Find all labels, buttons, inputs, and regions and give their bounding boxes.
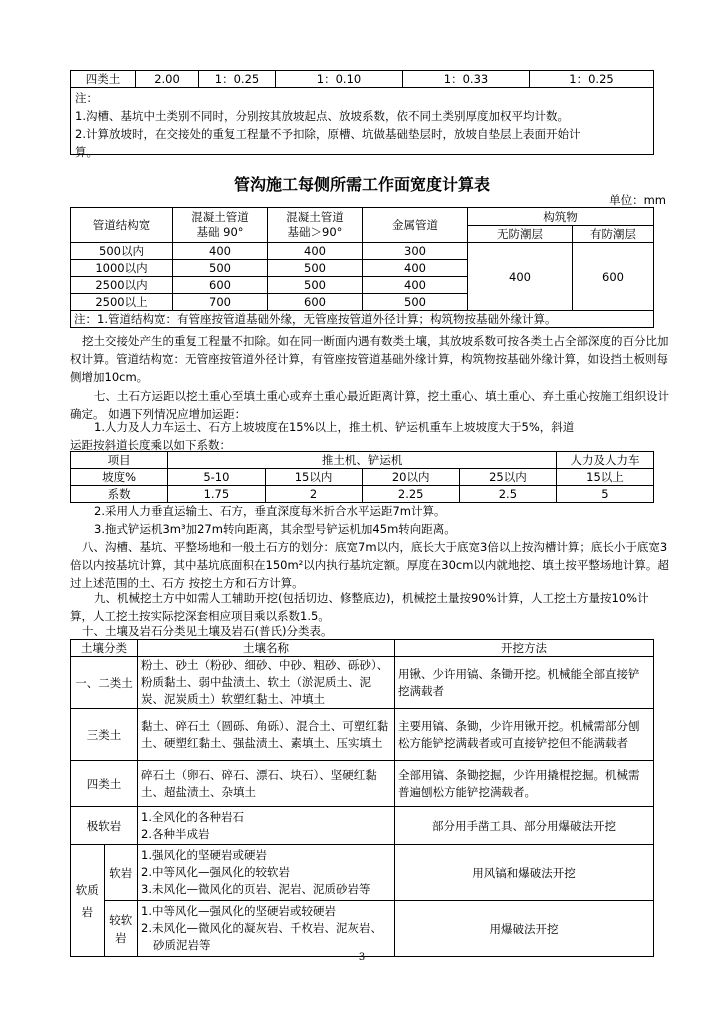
cell-line: 1.中等风化—强风化的坚硬岩或较硬岩 [141,904,336,918]
working-width-table [70,207,654,328]
table-note [70,87,654,159]
table-cell: 1.75 [168,486,265,503]
table-cell: 部分用手凿工具、部分用爆破法开挖 [395,807,654,845]
table-cell: 碎石土（卵石、碎石、漂石、块石）、坚硬红黏土、超盐渍土、杂填土 [138,761,395,807]
header-cell: 有防潮层 [573,226,654,243]
table-cell: 全部用镐、条锄挖掘，少许用撬棍挖掘。机械需普遍刨松方能铲挖满载者。 [395,761,654,807]
table-cell: 400 [268,243,363,260]
paragraph: 八、沟槽、基坑、平整场地和一般土石方的划分：底宽7m以内，底长大于底宽3倍以上按沟槽计算；底长小于底宽3倍以内按基坑计算，其中基坑底面积在150m²以内执行基坑定额。厚度在30cm以内就地挖、填土按平整场地计算。超过上述范围的土、石方 按挖土方和石方计算。 [70,540,669,590]
table-cell: 600 [573,243,654,311]
table-cell: 300 [363,243,468,260]
table-cell: 软质岩 [71,845,105,957]
note-line: 2.计算放坡时，在交接处的重复工程量不予扣除，原槽、坑做基础垫层时，放坡自垫层上表面开始计 [75,127,581,141]
table-cell: 2.5 [459,486,556,503]
table-cell: 400 [468,243,573,311]
table-cell: 三类土 [71,709,138,761]
header-cell: 开挖方法 [395,640,654,657]
table-row [71,311,654,328]
table-cell: 一、二类土 [71,657,138,709]
table-row [71,845,654,901]
header-cell: 土壤分类 [71,640,138,657]
table-cell: 用爆破法开挖 [395,901,654,957]
page-number: 3 [358,952,366,963]
table-row [71,71,654,88]
table-title: 管沟施工每侧所需工作面宽度计算表 [233,175,490,194]
table-cell: 15以内 [265,469,362,486]
table-cell: 坡度% [71,469,168,486]
table-cell: 1：0.25 [199,71,276,88]
table-cell: 较软岩 [104,901,138,957]
table-cell: 极软岩 [71,807,138,845]
table-cell: 主要用镐、条锄，少许用锹开挖。机械需部分刨松方能铲挖满载者或可直接铲挖但不能满载者 [395,709,654,761]
paragraph: 3.拖式铲运机3m³加27m转向距离，其余型号铲运机加45m转向距离。 [94,522,456,536]
header-line: 基础 90° [196,225,244,239]
table-row [71,469,654,486]
table-cell: 25以内 [459,469,556,486]
table-cell: 20以内 [362,469,459,486]
table-cell: 软岩 [104,845,138,901]
paragraph: 九、机械挖土方中如需人工辅助开挖(包括切边、修整底边)，机械挖土量按90%计算，人工挖土方量按10%计算，人工挖土按实际挖深套相应项目乘以系数1.5。 [70,591,649,623]
table-cell: 500以内 [71,243,173,260]
cell-line: 砂质泥岩等 [153,938,211,952]
cell-line: 1.强风化的坚硬岩或硬岩 [141,848,267,862]
table-row [71,807,654,845]
table-cell: 600 [268,294,363,311]
table-note: 注：1.管道结构宽：有管座按管道基础外缘，无管座按管道外径计算；构筑物按基础外缘计算。 [71,311,654,328]
table-row [71,761,654,807]
table-row [71,486,654,503]
table-cell: 700 [173,294,268,311]
header-cell: 项目 [71,452,168,469]
table-cell: 500 [173,260,268,277]
unit-label: 单位：mm [609,193,666,207]
header-cell: 构筑物 [468,208,654,226]
table-cell: 15以上 [556,469,653,486]
cell-line: 2.未风化—微风化的凝灰岩、千枚岩、泥灰岩、 [141,921,382,935]
table-cell: 四类土 [71,71,136,88]
table-cell [138,845,395,901]
table-cell: 粉土、砂土（粉砂、细砂、中砂、粗砂、砾砂）、粉质黏土、弱中盐渍土、软土（淤泥质土、泥炭、泥炭质土）软塑红黏土、冲填土 [138,657,395,709]
table-cell: 2 [265,486,362,503]
header-line: 混凝土管道 [286,210,344,224]
table-row [71,243,654,260]
paragraph: 运距按斜道长度乘以如下系数： [70,438,231,452]
paragraph: 七、土石方运距以挖土重心至填土重心或弃土重心最近距离计算，挖土重心、填土重心、弃土重心按施工组织设计确定。 如遇下列情况应增加运距： [70,389,669,421]
header-line: 基础＞90° [287,225,343,239]
table-cell: 500 [363,294,468,311]
paragraph: 十、土壤及岩石分类见土壤及岩石(普氏)分类表。 [82,624,333,638]
header-cell: 金属管道 [363,208,468,243]
paragraph: 2.采用人力垂直运输土、石方，垂直深度每米折合水平运距7m计算。 [94,504,446,518]
header-cell: 无防潮层 [468,226,573,243]
table-row [71,657,654,709]
table-cell [138,807,395,845]
table-header-row [71,208,654,226]
note-title: 注： [75,91,98,105]
table-cell: 400 [173,243,268,260]
table-header-row [71,452,654,469]
table-cell: 2.25 [362,486,459,503]
table-row [71,901,654,957]
table-cell: 1：0.10 [276,71,403,88]
table-header-row [71,640,654,657]
table-cell: 400 [363,277,468,294]
table-row [71,709,654,761]
slope-distance-table [70,451,654,503]
header-cell: 土壤名称 [138,640,395,657]
table-cell: 四类土 [71,761,138,807]
header-cell: 推土机、铲运机 [168,452,557,469]
header-cell [173,208,268,243]
note-line: 1.沟槽、基坑中土类别不同时，分别按其放坡起点、放坡系数，依不同土类别厚度加权平均计数。 [75,109,569,123]
table-cell [138,901,395,957]
table-cell: 500 [268,277,363,294]
table-cell: 5 [556,486,653,503]
header-line: 混凝土管道 [191,210,249,224]
soil-rock-classification-table [70,639,654,957]
table-cell: 1：0.25 [530,71,654,88]
table-cell: 黏土、碎石土（圆砾、角砾）、混合土、可塑红黏土、硬塑红黏土、强盐渍土、素填土、压实填土 [138,709,395,761]
table-cell: 600 [173,277,268,294]
header-cell: 管道结构宽 [71,208,173,243]
table-cell: 400 [363,260,468,277]
table-cell: 用风镐和爆破法开挖 [395,845,654,901]
table-cell: 系数 [71,486,168,503]
table-cell: 5-10 [168,469,265,486]
cell-line: 3.未风化—微风化的页岩、泥岩、泥质砂岩等 [141,882,371,896]
note-line: 算。 [75,145,98,159]
paragraph: 挖土交接处产生的重复工程量不扣除。如在同一断面内遇有数类土壤，其放坡系数可按各类土占全部深度的百分比加权计算。管道结构宽：无管座按管道外径计算，有管座按管道基础外缘计算，构筑物按基础外缘计算，如设挡土板则每侧增加10cm。 [70,334,669,384]
table-cell: 1：0.33 [403,71,530,88]
cell-line: 2.中等风化—强风化的较软岩 [141,865,290,879]
paragraph: 1.人力及人力车运土、石方上坡坡度在15%以上，推土机、铲运机重车上坡坡度大于5%，斜道 [94,420,575,434]
cell-line: 1.全风化的各种岩石 [141,809,244,824]
table-cell: 2500以内 [71,277,173,294]
table-cell: 用锹、少许用镐、条锄开挖。机械能全部直接铲挖满载者 [395,657,654,709]
header-cell: 人力及人力车 [556,452,653,469]
slope-coefficient-table-tail [70,70,654,88]
table-cell: 500 [268,260,363,277]
table-cell: 1000以内 [71,260,173,277]
table-cell: 2500以上 [71,294,173,311]
header-cell [268,208,363,243]
cell-line: 2.各种半成岩 [141,826,210,841]
table-cell: 2.00 [136,71,199,88]
